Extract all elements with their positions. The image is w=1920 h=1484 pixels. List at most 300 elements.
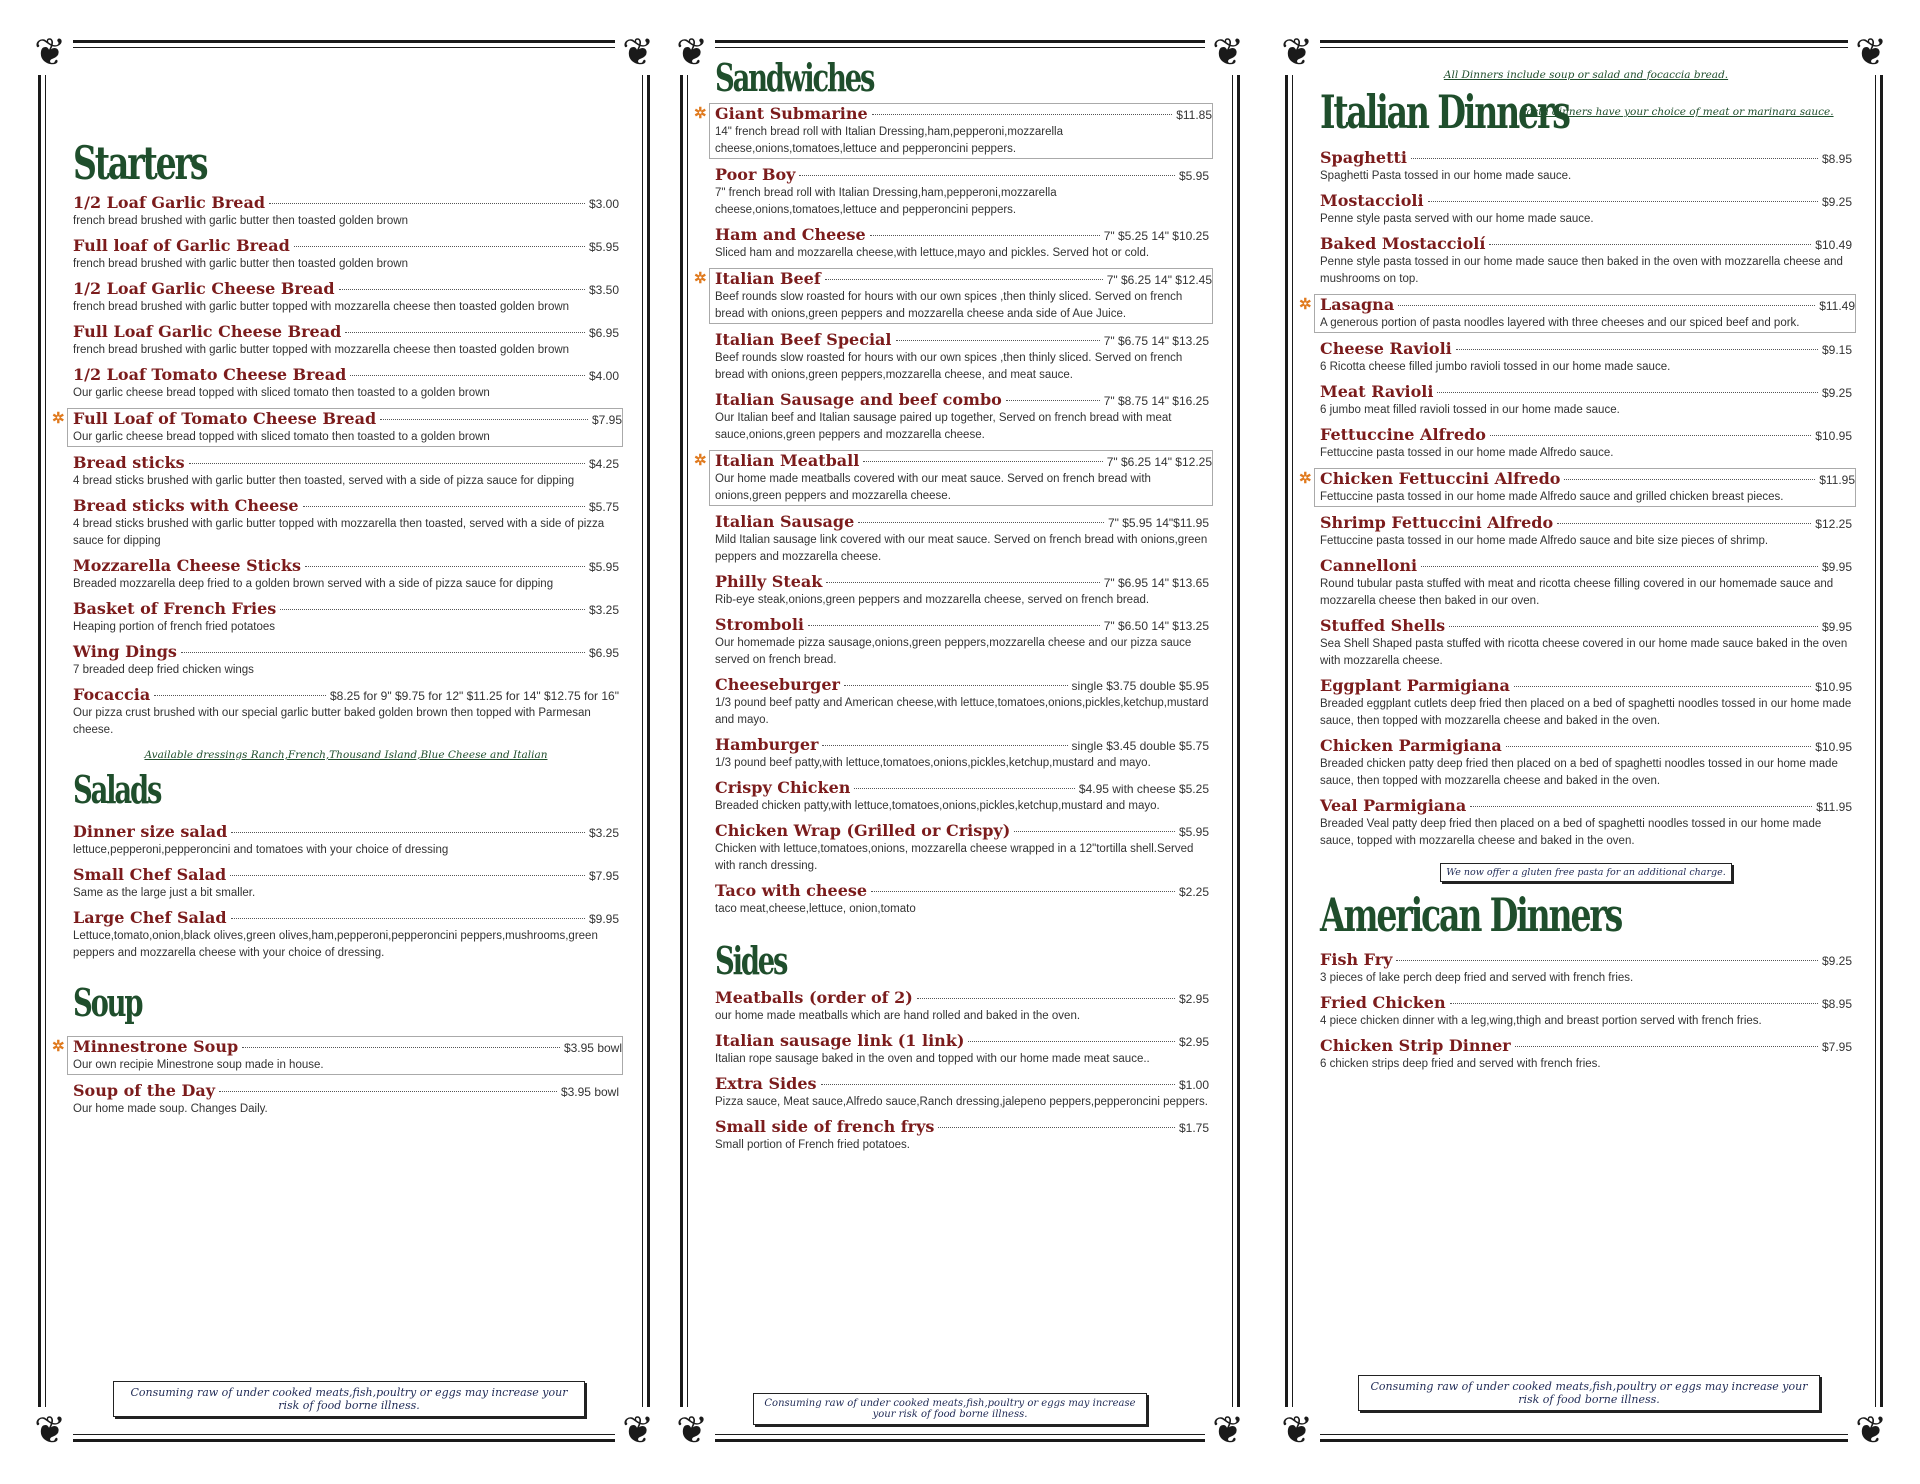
menu-item-line (715, 821, 1209, 840)
menu-item-name: Chicken Strip Dinner (1320, 1036, 1511, 1056)
menu-item-description: french bread brushed with garlic butter topped with mozzarella cheese then toasted golden brown (73, 300, 570, 313)
menu-item-line (1320, 234, 1852, 253)
menu-item-line (73, 409, 622, 428)
menu-item-price: single $3.75 double $5.95 (1071, 678, 1209, 693)
menu-item-line (715, 1117, 1209, 1136)
leader-dots (1014, 831, 1175, 832)
menu-item-description: 4 piece chicken dinner with a leg,wing,thigh and breast portion served with french fries. (1320, 1015, 1762, 1028)
menu-item-line (715, 104, 1212, 123)
menu-item-name: Fettuccine Alfredo (1320, 424, 1486, 444)
menu-item-line (73, 322, 619, 341)
leader-dots (1489, 244, 1811, 245)
menu-item-name: Spaghetti (1320, 147, 1407, 167)
leader-dots (1396, 960, 1818, 961)
menu-item-line (1320, 513, 1852, 532)
menu-item-name: Large Chef Salad (73, 908, 227, 928)
leader-dots (799, 175, 1175, 176)
menu-panel-left (34, 30, 654, 1452)
menu-item-name: Stromboli (715, 614, 804, 634)
menu-item-price: 7" $6.25 14" $12.45 (1106, 272, 1212, 287)
menu-item-name: Chicken Wrap (Grilled or Crispy) (715, 820, 1011, 840)
menu-item-name: Italian Beef (715, 268, 821, 288)
leader-dots (339, 289, 585, 290)
menu-item-line (1320, 191, 1852, 210)
menu-item-price: $11.85 (1176, 107, 1212, 122)
leader-dots (938, 1127, 1175, 1128)
soup-heading: Soup (73, 980, 142, 1026)
food-safety-notice: Consuming raw of under cooked meats,fish,poultry or eggs may increase your risk of food borne illness. (753, 1393, 1147, 1425)
leader-dots (1515, 1046, 1818, 1047)
sandwiches-list (694, 103, 1212, 918)
menu-item-price: $5.95 (588, 239, 619, 254)
menu-item (1320, 191, 1852, 228)
menu-item (715, 390, 1209, 444)
menu-item-price: $3.95 bowl (563, 1041, 622, 1056)
leader-dots (231, 918, 585, 919)
menu-item-description: Penne style pasta served with our home made sauce. (1320, 212, 1594, 225)
leader-dots (1456, 349, 1818, 350)
menu-item-price: $9.25 (1821, 385, 1852, 400)
menu-item-description: Pizza sauce, Meat sauce,Alfredo sauce,Ranch dressing,jalepeno peppers,pepperoncini peppers. (715, 1095, 1208, 1108)
leader-dots (1557, 523, 1811, 524)
menu-item-line (715, 225, 1209, 244)
menu-item (1320, 513, 1852, 550)
menu-item-price: $9.95 (588, 912, 619, 927)
sides-list (715, 988, 1209, 1154)
menu-item-line (1320, 616, 1852, 635)
menu-item-description: Our Italian beef and Italian sausage paired up together, Served on french bread with meat sauce,onions,green peppers and mozzarella cheese. (715, 411, 1172, 441)
leader-dots (242, 1047, 560, 1048)
menu-item-description: 1/3 pound beef patty and American cheese,with lettuce,tomatoes,onions,pickles,ketchup,mustard and mayo. (715, 696, 1209, 726)
menu-item-description: 4 bread sticks brushed with garlic butter then toasted, served with a side of pizza sauce for dipping (73, 474, 575, 487)
menu-item (73, 822, 619, 859)
menu-item-name: Mostaccioli (1320, 190, 1424, 210)
floral-corner-icon: ❦ (669, 1407, 715, 1453)
menu-item-price: $9.15 (1821, 342, 1852, 357)
menu-item (1299, 468, 1856, 507)
menu-item (73, 556, 619, 593)
menu-item-description: Heaping portion of french fried potatoes (73, 620, 276, 633)
leader-dots (294, 246, 585, 247)
menu-panel-middle (676, 30, 1244, 1452)
leader-dots (1514, 686, 1811, 687)
menu-item-line (73, 453, 619, 472)
menu-item (715, 988, 1209, 1025)
menu-item-price: $1.75 (1178, 1120, 1209, 1135)
menu-item-name: Full Loaf Garlic Cheese Bread (73, 321, 342, 341)
menu-item-line (715, 778, 1209, 797)
menu-item-description: Fettuccine pasta tossed in our home made Alfredo sauce. (1320, 446, 1614, 459)
leader-dots (1411, 158, 1818, 159)
menu-item-name: Small Chef Salad (73, 865, 227, 885)
menu-item-name: Wing Dings (73, 641, 177, 661)
menu-item-description: Beef rounds slow roasted for hours with our own spices ,then thinly sliced. Served on french bread with onions,green peppers and mozzarella cheese anda side of Aue Juice. (715, 290, 1183, 320)
menu-item-line (73, 279, 619, 298)
menu-item-price: $3.50 (588, 282, 619, 297)
leader-dots (1398, 305, 1815, 306)
menu-item-price: $12.25 (1815, 516, 1852, 531)
menu-item-description: 6 Ricotta cheese filled jumbo ravioli tossed in our home made sauce. (1320, 360, 1671, 373)
menu-item-line (73, 496, 619, 515)
food-safety-notice: Consuming raw of under cooked meats,fish,poultry or eggs may increase your risk of food borne illness. (113, 1381, 585, 1417)
menu-item-description: french bread brushed with garlic butter then toasted golden brown (73, 214, 408, 227)
floral-corner-icon: ❦ (1848, 29, 1894, 75)
menu-item-price: $6.95 (588, 325, 619, 340)
menu-item-name: Small side of french frys (715, 1116, 935, 1136)
menu-item-description: Breaded chicken patty deep fried then placed on a bed of spaghetti noodles tossed in our home made sauce, then topped with mozzarella cheese and baked in the oven. (1320, 757, 1838, 787)
menu-item (715, 735, 1209, 772)
floral-corner-icon: ❦ (27, 1407, 73, 1453)
menu-item-price: $7.95 (1821, 1040, 1852, 1055)
leader-dots (896, 340, 1100, 341)
leader-dots (303, 506, 585, 507)
leader-dots (1470, 806, 1812, 807)
menu-item-name: Ham and Cheese (715, 224, 866, 244)
american-dinners-heading: American Dinners (1320, 887, 1622, 942)
menu-item-price: $8.95 (1821, 997, 1852, 1012)
floral-corner-icon: ❦ (615, 1407, 661, 1453)
menu-item (1320, 616, 1852, 670)
menu-item-line (1320, 469, 1855, 488)
menu-item-name: Stuffed Shells (1320, 615, 1446, 635)
menu-item-name: Dinner size salad (73, 822, 228, 842)
leader-dots (350, 375, 585, 376)
menu-item-name: 1/2 Loaf Garlic Cheese Bread (73, 278, 335, 298)
menu-item (73, 908, 619, 962)
menu-item-price: $10.95 (1815, 739, 1852, 754)
menu-item-line (73, 642, 619, 661)
menu-item-line (1320, 425, 1852, 444)
leader-dots (825, 279, 1103, 280)
menu-item (73, 642, 619, 679)
menu-item-name: Baked Mostacciolí (1320, 233, 1486, 253)
menu-item-name: Meat Ravioli (1320, 381, 1434, 401)
menu-item-line (73, 193, 619, 212)
menu-item-line (715, 451, 1212, 470)
menu-item-line (73, 1037, 622, 1056)
sandwiches-heading: Sandwiches (715, 55, 874, 100)
menu-item (1320, 556, 1852, 610)
leader-dots (380, 419, 588, 420)
leader-dots (305, 566, 585, 567)
salads-list (73, 822, 619, 962)
menu-item-line (715, 390, 1209, 409)
menu-item-price: $4.25 (588, 456, 619, 471)
leader-dots (280, 609, 585, 610)
menu-item-description: Our pizza crust brushed with our special garlic butter baked golden brown then topped with Parmesan cheese. (73, 706, 591, 736)
menu-item-line (1320, 676, 1852, 695)
starters-list (52, 192, 622, 739)
menu-item-line (715, 165, 1209, 184)
menu-item (715, 778, 1209, 815)
menu-item-line (1320, 382, 1852, 401)
menu-item-line (73, 556, 619, 575)
menu-item-price: $2.95 (1178, 1034, 1209, 1049)
menu-item-price: $1.00 (1178, 1077, 1209, 1092)
american-dinners-list (1320, 950, 1852, 1073)
leader-dots (870, 235, 1100, 236)
menu-item-line (73, 822, 619, 841)
menu-item-line (715, 269, 1212, 288)
menu-item (73, 236, 619, 273)
leader-dots (871, 891, 1175, 892)
menu-item-description: Our home made meatballs covered with our meat sauce. Served on french bread with onions,green peppers and mozzarella cheese. (715, 472, 1151, 502)
menu-item (52, 1036, 623, 1075)
menu-item-description: Breaded chicken patty,with lettuce,tomatoes,onions,pickles,ketchup,mustard and mayo. (715, 799, 1160, 812)
dressings-note: Available dressings Ranch,French,Thousand Island,Blue Cheese and Italian (144, 748, 548, 761)
menu-item-price: $6.95 (588, 645, 619, 660)
menu-item (52, 408, 623, 447)
menu-item-description: 6 jumbo meat filled ravioli tossed in our home made sauce. (1320, 403, 1620, 416)
menu-item-description: A generous portion of pasta noodles layered with three cheeses and our spiced beef and pork. (1320, 316, 1800, 329)
menu-item (715, 225, 1209, 262)
floral-corner-icon: ❦ (615, 29, 661, 75)
menu-item-description: Our own recipie Minestrone soup made in house. (73, 1059, 324, 1072)
menu-item-name: Chicken Fettuccini Alfredo (1320, 468, 1561, 488)
menu-item-description: Round tubular pasta stuffed with meat and ricotta cheese filling covered in our homemade sauce and mozzarella cheese then baked in our oven. (1320, 577, 1834, 607)
menu-item (73, 322, 619, 359)
menu-item-description: 7" french bread roll with Italian Dressing,ham,pepperoni,mozzarella cheese,onions,tomatoes,lettuce and pepperoncini peppers. (715, 186, 1057, 216)
menu-item-name: Cheese Ravioli (1320, 338, 1452, 358)
menu-item-line (715, 735, 1209, 754)
leader-dots (917, 998, 1175, 999)
menu-item-description: Our home made soup. Changes Daily. (73, 1103, 268, 1116)
menu-item-name: Bread sticks with Cheese (73, 495, 299, 515)
leader-dots (1437, 392, 1818, 393)
leader-dots (1421, 566, 1818, 567)
leader-dots (863, 461, 1102, 462)
menu-item-price: 7" $6.75 14" $13.25 (1103, 333, 1209, 348)
menu-item (73, 365, 619, 402)
menu-item-description: Our homemade pizza sausage,onions,green peppers,mozzarella cheese and our pizza sauce served on french bread. (715, 636, 1192, 666)
menu-item-price: 7" $8.75 14" $16.25 (1103, 393, 1209, 408)
menu-item (73, 599, 619, 636)
menu-item-description: Lettuce,tomato,onion,black olives,green olives,ham,pepperoni,pepperoncini peppers,mushrooms,green peppers and mozzarella cheese with your choice of dressing. (73, 930, 598, 960)
menu-item-line (1320, 556, 1852, 575)
menu-item (694, 268, 1213, 324)
menu-item-description: Same as the large just a bit smaller. (73, 887, 256, 900)
menu-item-price: $9.95 (1821, 559, 1852, 574)
soup-list (52, 1036, 622, 1118)
menu-item-line (1320, 796, 1852, 815)
menu-item-price: $7.95 (588, 869, 619, 884)
menu-item (715, 821, 1209, 875)
leader-dots (854, 788, 1075, 789)
menu-item-description: Our garlic cheese bread topped with sliced tomato then toasted to a golden brown (73, 386, 490, 399)
menu-item (715, 615, 1209, 669)
menu-item (694, 450, 1213, 506)
menu-item (715, 1074, 1209, 1111)
menu-item-description: french bread brushed with garlic butter topped with mozzarella cheese then toasted golden brown (73, 343, 570, 356)
special-star-icon: ✲ (694, 269, 707, 287)
leader-dots (154, 695, 326, 696)
menu-item-line (1320, 736, 1852, 755)
menu-item (73, 279, 619, 316)
menu-item (73, 496, 619, 550)
menu-item (73, 453, 619, 490)
menu-item-name: Cannelloni (1320, 555, 1418, 575)
menu-item (1320, 425, 1852, 462)
menu-item (715, 330, 1209, 384)
menu-item (1320, 1036, 1852, 1073)
menu-item-line (1320, 1036, 1852, 1055)
salads-heading: Salads (73, 766, 161, 812)
menu-item (1320, 234, 1852, 288)
menu-item-line (715, 572, 1209, 591)
special-star-icon: ✲ (1299, 469, 1312, 487)
dinners-include-note: All Dinners include soup or salad and focaccia bread. (1443, 69, 1729, 81)
menu-item (1320, 950, 1852, 987)
menu-item (715, 512, 1209, 566)
menu-item-price: $10.49 (1815, 237, 1852, 252)
menu-item-name: 1/2 Loaf Tomato Cheese Bread (73, 364, 347, 384)
floral-corner-icon: ❦ (1274, 29, 1320, 75)
menu-item-description: taco meat,cheese,lettuce, onion,tomato (715, 902, 916, 915)
menu-item-description: 1/3 pound beef patty,with lettuce,tomatoes,onions,pickles,ketchup,mustard and mayo. (715, 756, 1151, 769)
menu-item-description: Italian rope sausage baked in the oven and topped with our home made meat sauce.. (715, 1052, 1150, 1065)
menu-item-price: $3.95 bowl (560, 1085, 619, 1100)
menu-item-description: Mild Italian sausage link covered with our meat sauce. Served on french bread with onions,green peppers and mozzarella cheese. (715, 533, 1208, 563)
menu-item-description: 14" french bread roll with Italian Dressing,ham,pepperoni,mozzarella cheese,onions,tomatoes,lettuce and pepperoncini peppers. (715, 125, 1063, 155)
italian-dinners-list (1299, 147, 1855, 850)
floral-corner-icon: ❦ (1205, 29, 1251, 75)
menu-item-name: Focaccia (73, 684, 151, 704)
menu-item-description: Spaghetti Pasta tossed in our home made sauce. (1320, 169, 1572, 182)
leader-dots (1564, 479, 1815, 480)
menu-item-name: Full Loaf of Tomato Cheese Bread (73, 408, 377, 428)
gluten-free-notice: We now offer a gluten free pasta for an additional charge. (1440, 863, 1731, 882)
leader-dots (1506, 746, 1812, 747)
menu-item (1320, 993, 1852, 1030)
floral-corner-icon: ❦ (1205, 1407, 1251, 1453)
menu-item-price: $9.25 (1821, 954, 1852, 969)
starters-heading: Starters (73, 136, 207, 190)
menu-item-description: Breaded eggplant cutlets deep fried then placed on a bed of spaghetti noodles tossed in our home made sauce, then topped with mozzarella cheese and baked in the oven. (1320, 697, 1852, 727)
menu-item-name: Italian Sausage and beef combo (715, 389, 1002, 409)
menu-item-price: $3.25 (588, 826, 619, 841)
menu-item-price: 7" $6.25 14" $12.25 (1106, 454, 1212, 469)
menu-item-price: $9.25 (1821, 194, 1852, 209)
menu-item-line (715, 512, 1209, 531)
menu-item-description: Rib-eye steak,onions,green peppers and mozzarella cheese, served on french bread. (715, 593, 1150, 606)
menu-item (694, 103, 1213, 159)
menu-item-description: Sliced ham and mozzarella cheese,with lettuce,mayo and pickles. Served hot or cold. (715, 246, 1150, 259)
menu-item-line (715, 1031, 1209, 1050)
menu-item (73, 193, 619, 230)
menu-item-price: $8.95 (1821, 151, 1852, 166)
menu-item-line (715, 988, 1209, 1007)
menu-item-line (1320, 295, 1855, 314)
leader-dots (231, 832, 585, 833)
menu-item-name: Poor Boy (715, 164, 796, 184)
menu-item-name: Shrimp Fettuccini Alfredo (1320, 512, 1554, 532)
menu-item-name: Italian Beef Special (715, 329, 892, 349)
menu-item-line (715, 1074, 1209, 1093)
menu-item-name: Eggplant Parmigiana (1320, 675, 1510, 695)
menu-item-line (715, 675, 1209, 694)
leader-dots (872, 114, 1172, 115)
menu-item-price: $4.00 (588, 368, 619, 383)
menu-item-name: Lasagna (1320, 294, 1395, 314)
menu-item (73, 1081, 619, 1118)
menu-item-price: 7" $5.95 14"$11.95 (1107, 515, 1209, 530)
menu-item-line (715, 881, 1209, 900)
menu-item-price: $2.25 (1178, 884, 1209, 899)
menu-item-description: Small portion of French fried potatoes. (715, 1138, 910, 1151)
menu-item-description: Beef rounds slow roasted for hours with our own spices ,then thinly sliced. Served on french bread with onions,green peppers,mozzarella cheese, and meat sauce. (715, 351, 1183, 381)
menu-item-price: $5.95 (1178, 168, 1209, 183)
leader-dots (1006, 400, 1100, 401)
menu-item (715, 675, 1209, 729)
leader-dots (219, 1091, 557, 1092)
menu-item-name: Basket of French Fries (73, 598, 277, 618)
menu-item (715, 881, 1209, 918)
leader-dots (181, 652, 585, 653)
menu-item-line (1320, 148, 1852, 167)
menu-item-price: $11.95 (1816, 799, 1852, 814)
menu-item-line (73, 908, 619, 927)
menu-item-name: Soup of the Day (73, 1081, 216, 1101)
menu-item-name: Chicken Parmigiana (1320, 735, 1502, 755)
menu-item-line (1320, 950, 1852, 969)
menu-item-line (73, 1081, 619, 1100)
leader-dots (1449, 626, 1818, 627)
menu-item-name: Full loaf of Garlic Bread (73, 235, 290, 255)
menu-item-description: 3 pieces of lake perch deep fried and served with french fries. (1320, 972, 1634, 985)
menu-item-price: $7.95 (591, 412, 622, 427)
menu-item-line (73, 685, 619, 704)
menu-item-description: 7 breaded deep fried chicken wings (73, 663, 254, 676)
menu-item-name: Minnestrone Soup (73, 1037, 239, 1057)
menu-item-description: french bread brushed with garlic butter then toasted golden brown (73, 257, 408, 270)
leader-dots (1450, 1003, 1818, 1004)
menu-item-name: Giant Submarine (715, 103, 868, 123)
menu-item (1299, 294, 1856, 333)
menu-item-price: 7" $6.95 14" $13.65 (1103, 575, 1209, 590)
menu-item-description: Fettuccine pasta tossed in our home made Alfredo sauce and bite size pieces of shrimp. (1320, 534, 1769, 547)
special-star-icon: ✲ (1299, 295, 1312, 313)
leader-dots (822, 745, 1067, 746)
leader-dots (189, 463, 585, 464)
menu-item-price: single $3.45 double $5.75 (1071, 738, 1209, 753)
menu-item-price: $4.95 with cheese $5.25 (1078, 781, 1209, 796)
italian-dinners-heading: Italian Dinners (1320, 85, 1569, 139)
leader-dots (968, 1041, 1175, 1042)
menu-item-line (73, 865, 619, 884)
menu-item-line (1320, 339, 1852, 358)
leader-dots (1428, 201, 1818, 202)
menu-item-description: 4 bread sticks brushed with garlic butter topped with mozzarella then toasted, served with a side of pizza sauce for dipping (73, 517, 605, 547)
menu-item-line (73, 236, 619, 255)
special-star-icon: ✲ (694, 451, 707, 469)
menu-item-price: $11.95 (1819, 472, 1855, 487)
leader-dots (269, 203, 585, 204)
menu-item-description: Our garlic cheese bread topped with sliced tomato then toasted to a golden brown (73, 430, 490, 443)
menu-item (715, 1031, 1209, 1068)
menu-item-description: our home made meatballs which are hand rolled and baked in the oven. (715, 1009, 1081, 1022)
leader-dots (1490, 435, 1811, 436)
leader-dots (858, 522, 1104, 523)
leader-dots (808, 625, 1100, 626)
special-star-icon: ✲ (694, 104, 707, 122)
menu-item (73, 685, 619, 739)
menu-item-description: Penne style pasta tossed in our home made sauce then baked in the oven with mozzarella cheese and mushrooms on top. (1320, 255, 1843, 285)
menu-item-price: $3.00 (588, 196, 619, 211)
special-star-icon: ✲ (52, 1038, 65, 1056)
menu-item-price: $5.95 (588, 559, 619, 574)
floral-corner-icon: ❦ (1274, 1407, 1320, 1453)
leader-dots (826, 582, 1099, 583)
